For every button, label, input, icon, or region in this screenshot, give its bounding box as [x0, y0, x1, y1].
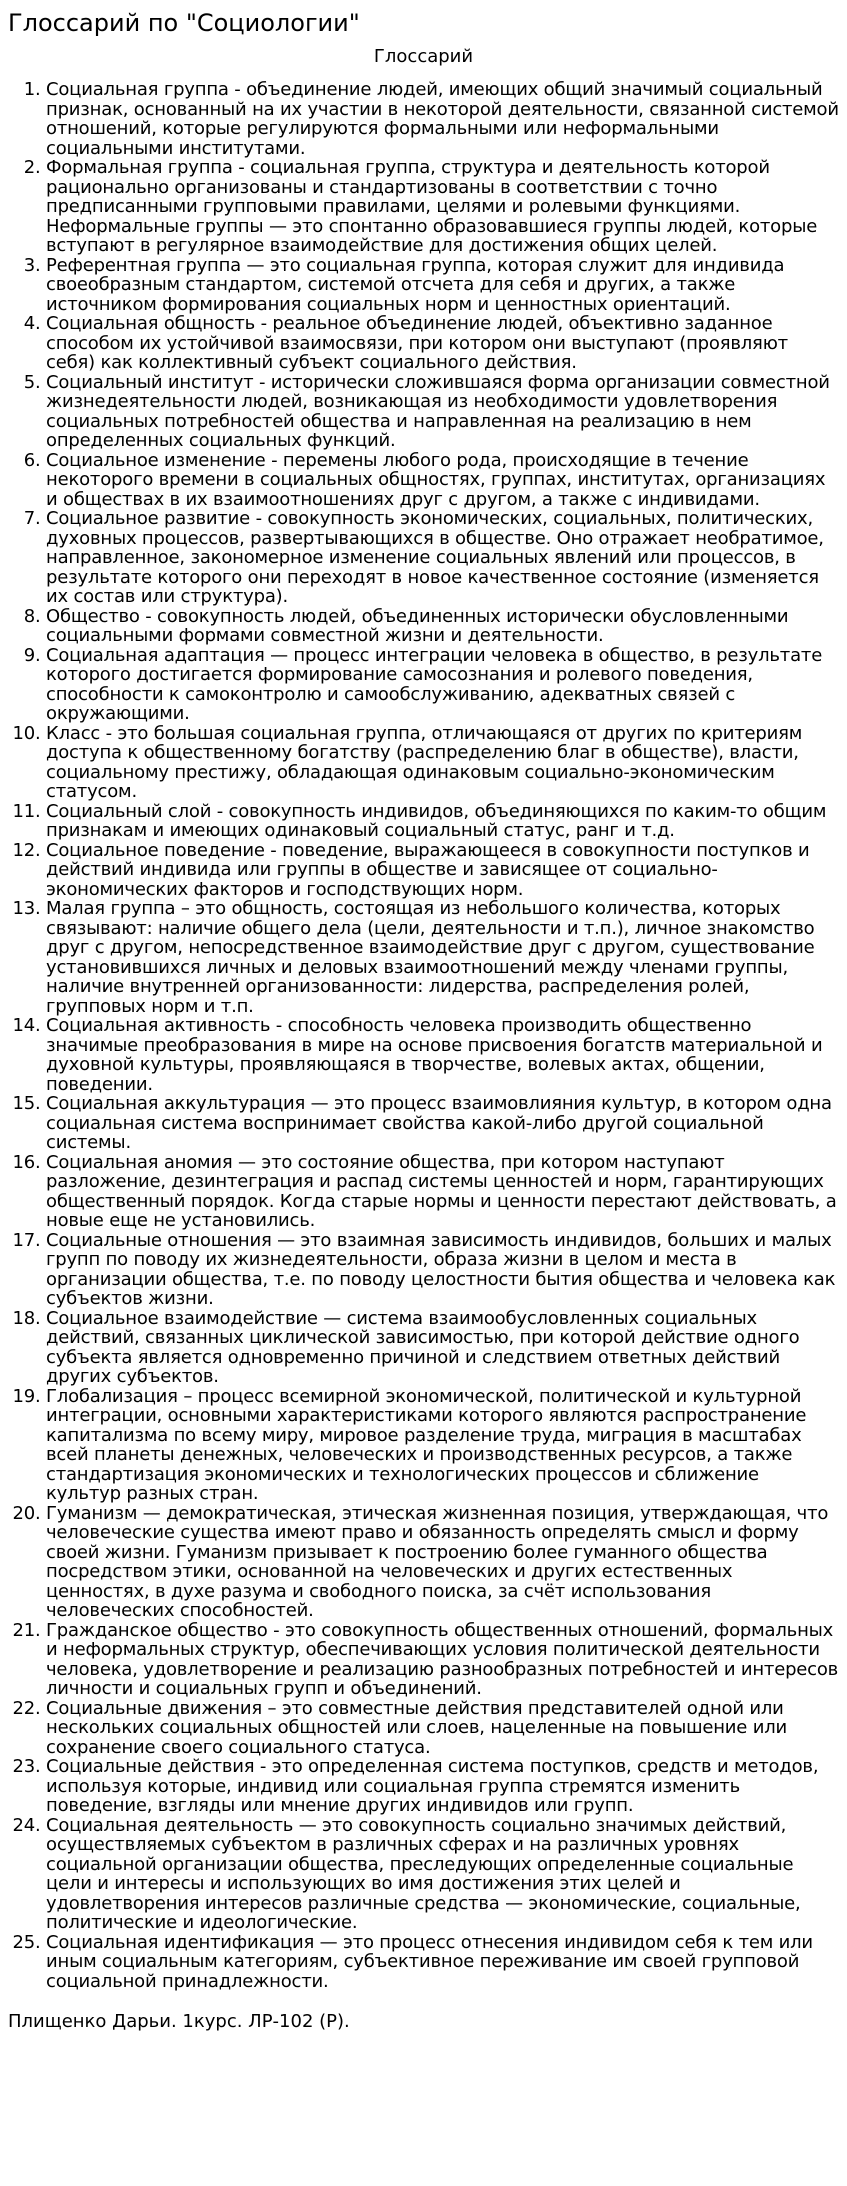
- glossary-item: 18. Социальное взаимодействие — система взаимообусловленных социальных действий, связанных циклической зависимостью, при которой действие одного субъекта является одновременно причиной и следствием ответных действий других субъектов.: [46, 1309, 839, 1387]
- glossary-item: 21. Гражданское общество - это совокупность общественных отношений, формальных и неформальных структур, обеспечивающих условия политической деятельности человека, удовлетворение и реализацию разнообразных потребностей и интересов личности и социальных групп и объединений.: [46, 1621, 839, 1699]
- glossary-item: 22. Социальные движения – это совместные действия представителей одной или нескольких социальных общностей или слоев, нацеленные на повышение или сохранение своего социального статуса.: [46, 1699, 839, 1758]
- glossary-item: 11. Социальный слой - совокупность индивидов, объединяющихся по каким-то общим признакам и имеющих одинаковый социальный статус, ранг и т.д.: [46, 802, 839, 841]
- glossary-item: 9. Социальная адаптация — процесс интеграции человека в общество, в результате которого достигается формирование самосознания и ролевого поведения, способности к самоконтролю и самообслуживанию, адекватных связей с окружающими.: [46, 646, 839, 724]
- glossary-item: 15. Социальная аккультурация — это процесс взаимовлияния культур, в котором одна социальная система воспринимает свойства какой-либо другой социальной системы.: [46, 1094, 839, 1153]
- glossary-item: 8. Общество - совокупность людей, объединенных исторически обусловленными социальными формами совместной жизни и деятельности.: [46, 607, 839, 646]
- glossary-item: 10. Класс - это большая социальная группа, отличающаяся от других по критериям доступа к общественному богатству (распределению благ в обществе), власти, социальному престижу, обладающая одинаковым социально-экономическим статусом.: [46, 724, 839, 802]
- document-subtitle: Глоссарий: [373, 46, 474, 67]
- glossary-item: 25. Социальная идентификация — это процесс отнесения индивидом себя к тем или иным социальным категориям, субъективное переживание им своей групповой социальной принадлежности.: [46, 1933, 839, 1992]
- glossary-item: 20. Гуманизм — демократическая, этическая жизненная позиция, утверждающая, что человеческие существа имеют право и обязанность определять смысл и форму своей жизни. Гуманизм призывает к построению более гуманного общества посредством этики, основанной на человеческих и других естественных ценностях, в духе разума и свободного поиска, за счёт использования человеческих способностей.: [46, 1504, 839, 1621]
- glossary-item: 23. Социальные действия - это определенная система поступков, средств и методов, используя которые, индивид или социальная группа стремятся изменить поведение, взгляды или мнение других индивидов или групп.: [46, 1757, 839, 1816]
- glossary-item: 6. Социальное изменение - перемены любого рода, происходящие в течение некоторого времени в социальных общностях, группах, институтах, организациях и обществах в их взаимоотношениях друг с другом, а также с индивидами.: [46, 451, 839, 510]
- glossary-list: [8, 80, 839, 1991]
- glossary-item: 4. Социальная общность - реальное объединение людей, объективно заданное способом их устойчивой взаимосвязи, при котором они выступают (проявляют себя) как коллективный субъект социального действия.: [46, 314, 839, 373]
- glossary-item: 7. Социальное развитие - совокупность экономических, социальных, политических, духовных процессов, развертывающихся в обществе. Оно отражает необратимое, направленное, закономерное изменение социальных явлений или процессов, в результате которого они переходят в новое качественное состояние (изменяется их состав или структура).: [46, 509, 839, 607]
- glossary-item: 14. Социальная активность - способность человека производить общественно значимые преобразования в мире на основе присвоения богатств материальной и духовной культуры, проявляющаяся в творчестве, волевых актах, общении, поведении.: [46, 1016, 839, 1094]
- document-title: Глоссарий по "Социологии": [8, 9, 360, 37]
- glossary-item: 1. Социальная группа - объединение людей, имеющих общий значимый социальный признак, основанный на их участии в некоторой деятельности, связанной системой отношений, которые регулируются формальными или неформальными социальными институтами.: [46, 80, 839, 158]
- glossary-item: 3. Референтная группа — это социальная группа, которая служит для индивида своеобразным стандартом, системой отсчета для себя и других, а также источником формирования социальных норм и ценностных ориентаций.: [46, 256, 839, 315]
- glossary-item: 5. Социальный институт - исторически сложившаяся форма организации совместной жизнедеятельности людей, возникающая из необходимости удовлетворения социальных потребностей общества и направленная на реализацию в нем определенных социальных функций.: [46, 373, 839, 451]
- author-footer: Плищенко Дарьи. 1курс. ЛР-102 (Р).: [8, 2011, 350, 2032]
- glossary-item: 24. Социальная деятельность — это совокупность социально значимых действий, осуществляемых субъектом в различных сферах и на различных уровнях социальной организации общества, преследующих определенные социальные цели и интересы и использующих во имя достижения этих целей и удовлетворения интересов различные средства — экономические, социальные, политические и идеологические.: [46, 1816, 839, 1933]
- glossary-item: 12. Социальное поведение - поведение, выражающееся в совокупности поступков и действий индивида или группы в обществе и зависящее от социально-экономических факторов и господствующих норм.: [46, 841, 839, 900]
- glossary-item: 19. Глобализация – процесс всемирной экономической, политической и культурной интеграции, основными характеристиками которого являются распространение капитализма по всему миру, мировое разделение труда, миграция в масштабах всей планеты денежных, человеческих и производственных ресурсов, а также стандартизация экономических и технологических процессов и сближение культур разных стран.: [46, 1387, 839, 1504]
- glossary-item: 2. Формальная группа - социальная группа, структура и деятельность которой рационально организованы и стандартизованы в соответствии с точно предписанными групповыми правилами, целями и ролевыми функциями. Неформальные группы — это спонтанно образовавшиеся группы людей, которые вступают в регулярное взаимодействие для достижения общих целей.: [46, 158, 839, 256]
- glossary-item: 17. Социальные отношения — это взаимная зависимость индивидов, больших и малых групп по поводу их жизнедеятельности, образа жизни в целом и места в организации общества, т.е. по поводу целостности бытия общества и человека как субъектов жизни.: [46, 1231, 839, 1309]
- glossary-item: 16. Социальная аномия — это состояние общества, при котором наступают разложение, дезинтеграция и распад системы ценностей и норм, гарантирующих общественный порядок. Когда старые нормы и ценности перестают действовать, а новые еще не установились.: [46, 1153, 839, 1231]
- glossary-item: 13. Малая группа – это общность, состоящая из небольшого количества, которых связывают: наличие общего дела (цели, деятельности и т.п.), личное знакомство друг с другом, непосредственное взаимодействие друг с другом, существование установившихся личных и деловых взаимоотношений между членами группы, наличие внутренней организованности: лидерства, распределения ролей, групповых норм и т.п.: [46, 899, 839, 1016]
